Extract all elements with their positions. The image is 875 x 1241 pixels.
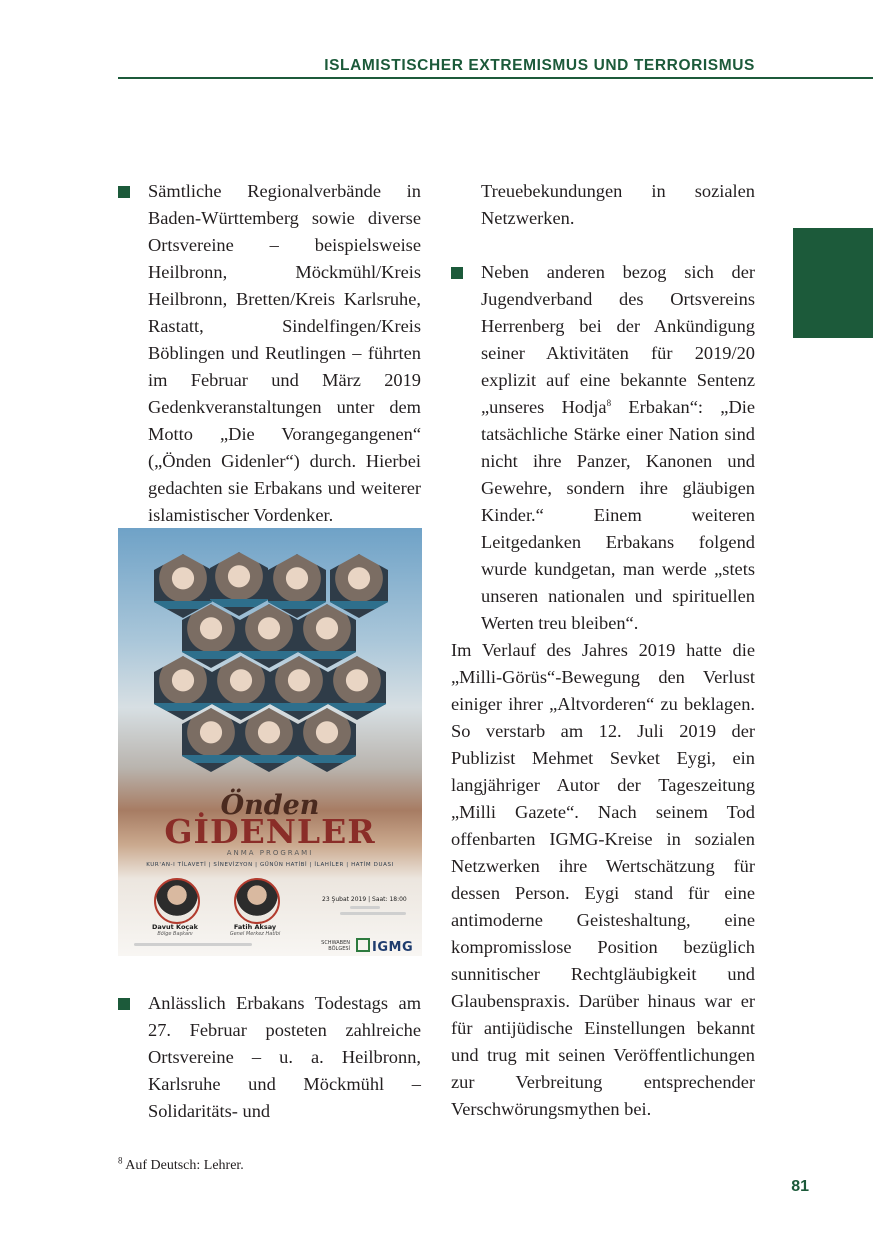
chapter-tab-marker [793,228,873,338]
portrait-hexagon [154,656,212,720]
speaker-name: Fatih Aksay [233,923,277,931]
portrait-hexagon [212,656,270,720]
poster-title-line-1: Önden [220,790,320,821]
running-header [118,55,873,79]
bullet-text: Sämtliche Regionalverbände in Baden-Württemberg sowie diverse Ortsvereine – beispielsweise Heilbronn, Möckmühl/Kreis Heilbronn, Bretten/Kreis Karlsruhe, Rastatt, Sindelfingen/Kreis Böblingen und Reutlingen – führten im Februar und März 2019 Gedenkveranstaltungen unter dem Motto „Die Vorangegangenen“ („Önden Gidenler“) durch. Hierbei gedachten sie Erbakans und weiterer islamistischer Vordenker. [148,181,421,525]
blurred-text [340,912,406,915]
page-number: 81 [791,1178,809,1195]
bullet-item-herrenberg [451,259,755,637]
portrait-hexagon [328,656,386,720]
footnote-number: 8 [118,1155,123,1166]
square-bullet-icon [118,186,130,198]
footnote [118,1157,244,1175]
speaker-name: Davut Koçak [152,923,198,931]
left-column [118,178,421,529]
poster-program-line: KUR'AN-I TİLAVETİ | SİNEVİZYON | GÜNÜN HATİBİ | İLAHİLER | HATİM DUASI [146,862,394,868]
igmg-logo-text: IGMG [372,940,414,955]
portrait-hexagon [298,708,356,772]
footnote-text: Auf Deutsch: Lehrer. [122,1158,244,1173]
running-header-title: ISLAMISTISCHER EXTREMISMUS UND TERRORISMUS [324,57,755,74]
speaker-role: Bölge Başkanı [157,931,193,937]
portrait-hexagon [270,656,328,720]
bullet-continuation: Treuebekundungen in sozialen Netzwerken. [481,181,755,228]
portrait-hexagon [240,708,298,772]
blurred-text [350,906,380,909]
portrait-hexagon [298,604,356,668]
right-column-paragraph [451,637,755,1123]
poster-title-line-2: GİDENLER [164,812,376,851]
left-column-lower [118,990,421,1125]
bullet-text-part-2: Erbakan“: „Die tatsächliche Stärke einer Nation sind nicht ihre Panzer, Kanonen und Gewehre, sondern ihre gläubigen Kinder.“ Einem weiteren Leitgedanken Erbakans folgend wurde kundgetan, man werde „stets unseren nationalen und spirituellen Werten treu bleiben“. [481,397,756,633]
bullet-item-regional-events [118,178,421,529]
bullet-item-todestag [118,990,421,1125]
portrait-hexagon [182,708,240,772]
poster-region: SCHWABEN BÖLGESİ [321,940,350,952]
igmg-logo-icon [356,938,370,952]
igmg-logo [356,938,413,955]
footnote-reference: 8 [606,397,612,408]
portrait-hexagon [210,552,268,616]
speaker-role: Genel Merkez Hatibi [229,931,281,937]
poster-subtitle: ANMA PROGRAMI [226,849,314,857]
event-poster-image [118,528,422,956]
poster-date: 23 Şubat 2019 | Saat: 18:00 [322,896,407,903]
speaker-avatar [154,878,200,924]
body-paragraph: Im Verlauf des Jahres 2019 hatte die „Milli-Görüs“-Bewegung den Verlust einiger ihrer „Altvorderen“ zu beklagen. So verstarb am 12. Juli 2019 der Publizist Mehmet Sevket Eygi, ein langjähriger Autor der Tageszeitung „Milli Gazete“. Nach seinem Tod offenbarten IGMG-Kreise in sozialen Netzwerken ihre Wertschätzung für dessen Person. Eygi stand für eine antimoderne Geisteshaltung, eine kompromisslose Position bezüglich sunnitischer Rechtgläubigkeit und Glaubenspraxis. Darüber hinaus war er für antijüdische Einstellungen bekannt und trug mit seinen Veröffentlichungen zur Verbreitung entsprechender Verschwörungsmythen bei. [451,640,755,1119]
square-bullet-icon [118,998,130,1010]
portrait-hexagon [330,554,388,618]
speaker-avatar [234,878,280,924]
right-column [451,178,755,637]
bullet-text: Anlässlich Erbakans Todestags am 27. Februar posteten zahlreiche Ortsvereine – u. a. Heilbronn, Karlsruhe und Möckmühl – Solidaritäts- und [148,993,421,1121]
blurred-text [134,943,252,946]
bullet-text-part-1: Neben anderen bezog sich der Jugendverband des Ortsvereins Herrenberg bei der Ankündigung seiner Aktivitäten für 2019/20 explizit auf eine bekannte Sentenz „unseres Hodja [481,262,755,417]
square-bullet-icon [451,267,463,279]
